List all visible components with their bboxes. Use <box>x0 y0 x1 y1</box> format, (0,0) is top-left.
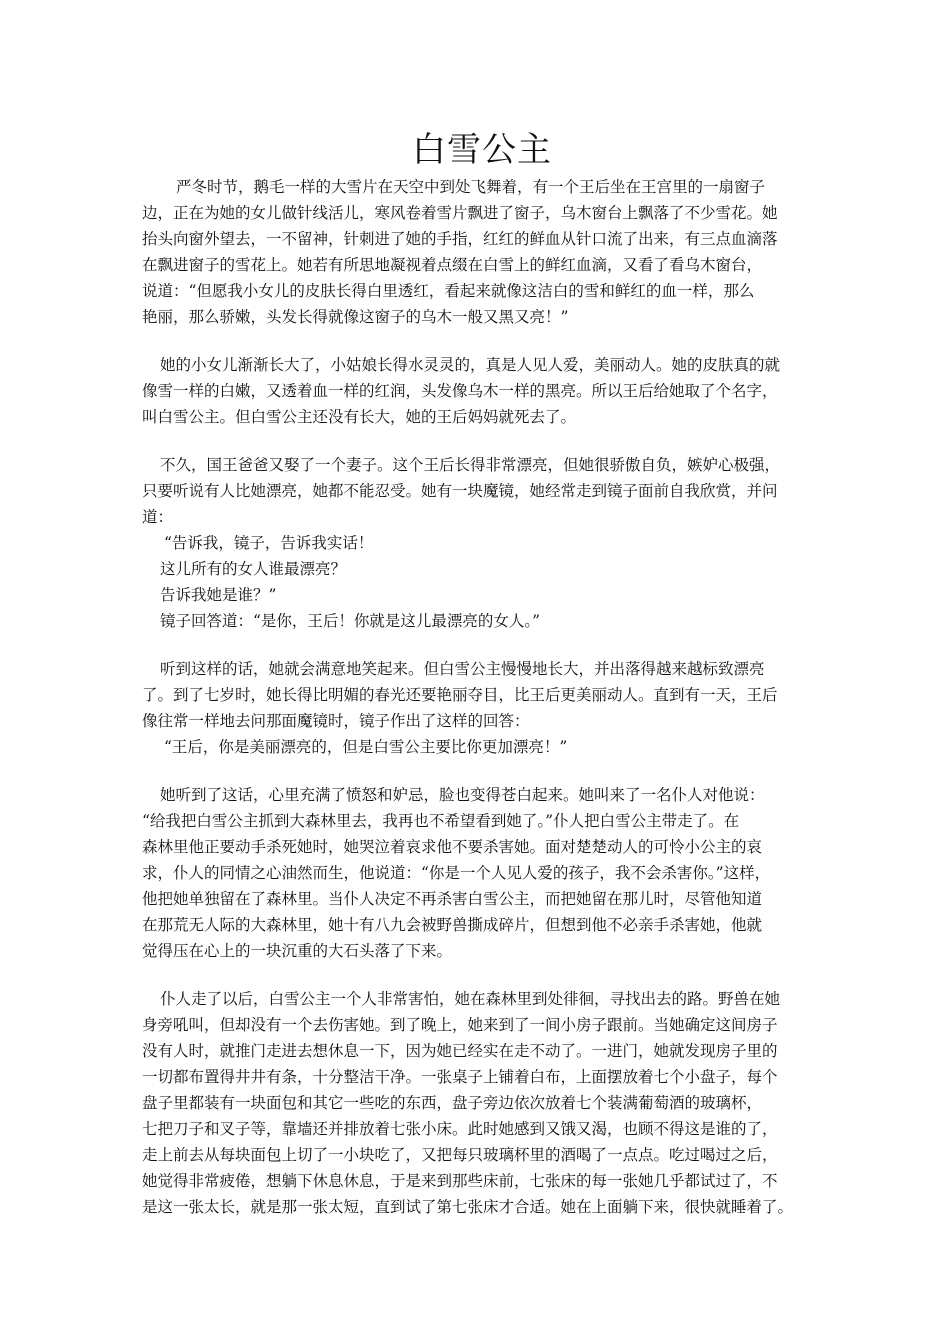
document-page <box>142 128 822 1220</box>
paragraph-gap <box>142 964 822 986</box>
paragraph <box>142 656 822 760</box>
text-line: 觉得压在心上的一块沉重的大石头落了下来。 <box>142 942 453 960</box>
paragraph-gap <box>142 430 822 452</box>
paragraph <box>142 174 822 330</box>
text-line: 盘子里都装有一块面包和其它一些吃的东西，盘子旁边依次放着七个装满葡萄酒的玻璃杯， <box>142 1094 763 1112</box>
paragraph <box>142 452 822 634</box>
text-line: 像雪一样的白嫩，又透着血一样的红润，头发像乌木一样的黑亮。所以王后给她取了个名字， <box>142 382 778 400</box>
text-line: 他把她单独留在了森林里。当仆人决定不再杀害白雪公主，而把她留在那儿时，尽管他知道 <box>142 890 763 908</box>
text-line: 叫白雪公主。但白雪公主还没有长大，她的王后妈妈就死去了。 <box>142 408 577 426</box>
document-title: 白雪公主 <box>412 130 552 170</box>
text-line: 在那荒无人际的大森林里，她十有八九会被野兽撕成碎片，但想到他不必亲手杀害她，他就 <box>142 916 763 934</box>
text-line: 说道：“但愿我小女儿的皮肤长得白里透红，看起来就像这洁白的雪和鲜红的血一样，那么 <box>142 282 755 300</box>
document-body <box>142 174 822 1220</box>
paragraph-gap <box>142 634 822 656</box>
text-line: 边，正在为她的女儿做针线活儿，寒风卷着雪片飘进了窗子，乌木窗台上飘落了不少雪花。她 <box>142 204 778 222</box>
text-line: 抬头向窗外望去，一不留神，针刺进了她的手指，红红的鲜血从针口流了出来，有三点血滴落 <box>142 230 778 248</box>
dialogue-line: 这儿所有的女人谁最漂亮？ <box>160 560 347 578</box>
text-line: 森林里他正要动手杀死她时，她哭泣着哀求他不要杀害她。面对楚楚动人的可怜小公主的哀 <box>142 838 763 856</box>
text-line: “给我把白雪公主抓到大森林里去，我再也不希望看到她了。”仆人把白雪公主带走了。在 <box>142 812 740 830</box>
text-line: 严冬时节，鹅毛一样的大雪片在天空中到处飞舞着，有一个王后坐在王宫里的一扇窗子 <box>176 178 766 196</box>
text-line: 了。到了七岁时，她长得比明媚的春光还要艳丽夺目，比王后更美丽动人。直到有一天，王后 <box>142 686 778 704</box>
paragraph-gap <box>142 330 822 352</box>
paragraph <box>142 352 822 430</box>
text-line: 在飘进窗子的雪花上。她若有所思地凝视着点缀在白雪上的鲜红血滴，又看了看乌木窗台， <box>142 256 763 274</box>
dialogue-line: 告诉我她是谁？” <box>160 586 277 604</box>
text-line: 走上前去从每块面包上切了一小块吃了，又把每只玻璃杯里的酒喝了一点点。吃过喝过之后， <box>142 1146 778 1164</box>
dialogue-line: “王后，你是美丽漂亮的，但是白雪公主要比你更加漂亮！” <box>164 738 568 756</box>
text-line: 求，仆人的同情之心油然而生，他说道：“你是一个人见人爱的孩子，我不会杀害你。”这样， <box>142 864 771 882</box>
text-line: 她听到了这话，心里充满了愤怒和妒忌，脸也变得苍白起来。她叫来了一名仆人对他说： <box>160 786 765 804</box>
text-line: 艳丽，那么骄嫩，头发长得就像这窗子的乌木一般又黑又亮！” <box>142 308 569 326</box>
text-line: 她的小女儿渐渐长大了，小姑娘长得水灵灵的，真是人见人爱，美丽动人。她的皮肤真的就 <box>160 356 781 374</box>
dialogue-line: 镜子回答道：“是你，王后！你就是这儿最漂亮的女人。” <box>160 612 541 630</box>
paragraph <box>142 782 822 964</box>
text-line: 她觉得非常疲倦，想躺下休息休息，于是来到那些床前，七张床的每一张她几乎都试过了，不 <box>142 1172 778 1190</box>
text-line: 一切都布置得井井有条，十分整洁干净。一张桌子上铺着白布，上面摆放着七个小盘子，每个 <box>142 1068 778 1086</box>
text-line: 道： <box>142 508 174 526</box>
text-line: 仆人走了以后，白雪公主一个人非常害怕，她在森林里到处徘徊，寻找出去的路。野兽在她 <box>160 990 781 1008</box>
paragraph <box>142 986 822 1220</box>
text-line: 听到这样的话，她就会满意地笑起来。但白雪公主慢慢地长大，并出落得越来越标致漂亮 <box>160 660 765 678</box>
text-line: 七把刀子和叉子等，靠墙还并排放着七张小床。此时她感到又饿又渴，也顾不得这是谁的了， <box>142 1120 778 1138</box>
text-line: 不久，国王爸爸又娶了一个妻子。这个王后长得非常漂亮，但她很骄傲自负，嫉妒心极强， <box>160 456 781 474</box>
text-line: 是这一张太长，就是那一张太短，直到试了第七张床才合适。她在上面躺下来，很快就睡着了。 <box>142 1198 794 1216</box>
text-line: 身旁吼叫，但却没有一个去伤害她。到了晚上，她来到了一间小房子跟前。当她确定这间房子 <box>142 1016 778 1034</box>
paragraph-gap <box>142 760 822 782</box>
text-line: 只要听说有人比她漂亮，她都不能忍受。她有一块魔镜，她经常走到镜子面前自我欣赏，并问 <box>142 482 778 500</box>
text-line: 没有人时，就推门走进去想休息一下，因为她已经实在走不动了。一进门，她就发现房子里的 <box>142 1042 778 1060</box>
dialogue-line: “告诉我，镜子，告诉我实话！ <box>164 534 374 552</box>
text-line: 像往常一样地去问那面魔镜时，镜子作出了这样的回答： <box>142 712 530 730</box>
